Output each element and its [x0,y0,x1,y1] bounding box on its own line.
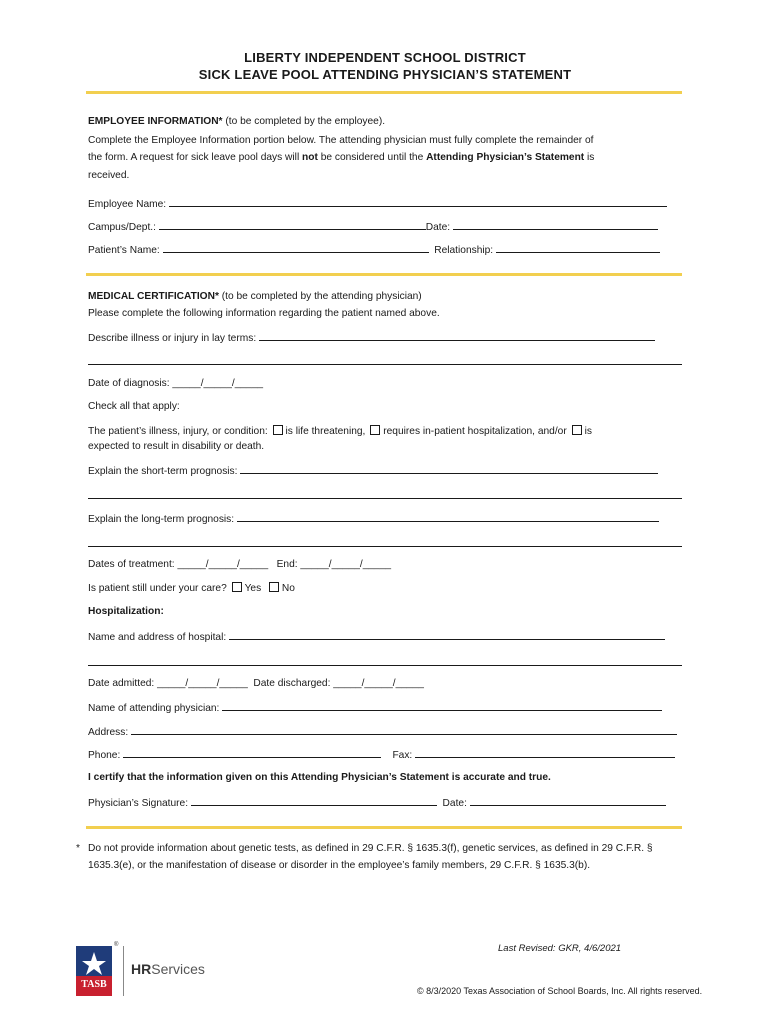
physician-row: Name of attending physician: [88,701,662,714]
section-rule [86,273,682,276]
medical-intro: Please complete the following information regarding the patient named above. [88,308,440,319]
describe-field[interactable] [259,331,655,341]
hr-services-wordmark: HRServices [131,961,205,977]
life-threatening-checkbox[interactable] [273,425,283,435]
condition-row: The patient’s illness, injury, or condition: is life threatening, requires in-patient hospitalization, and/or is [88,426,592,437]
phone-field[interactable] [123,748,381,758]
employee-date-field[interactable] [453,220,658,230]
hospital-field-line2[interactable] [88,665,682,666]
footnote-rule [86,826,682,829]
long-term-field[interactable] [237,512,659,522]
last-revised: Last Revised: GKR, 4/6/2021 [498,943,622,954]
patient-name-field[interactable] [163,243,429,253]
signature-date-field[interactable] [470,796,666,806]
care-row: Is patient still under your care? Yes No [88,583,295,594]
describe-row: Describe illness or injury in lay terms: [88,331,655,344]
patient-row: Patient’s Name: Relationship: [88,243,660,256]
campus-field[interactable] [159,220,426,230]
hospital-field[interactable] [229,630,665,640]
registered-mark: ® [114,942,119,948]
employee-intro-3: received. [88,170,130,181]
signature-row: Physician’s Signature: Date: [88,796,666,809]
copyright: © 8/3/2020 Texas Association of School Boards, Inc. All rights reserved. [417,986,703,996]
relationship-field[interactable] [496,243,660,253]
title-rule [86,91,682,94]
short-term-field-line2[interactable] [88,498,682,499]
tasb-logo-text: TASB [81,979,107,990]
treatment-row: Dates of treatment: _____/_____/_____ End: _____/_____/_____ [88,559,392,570]
check-all-label: Check all that apply: [88,401,180,412]
address-row: Address: [88,725,677,738]
certify-statement: I certify that the information given on this Attending Physician’s Statement is accurate and true. [88,772,551,783]
diagnosis-row: Date of diagnosis: _____/_____/_____ [88,378,264,389]
tasb-logo [76,946,112,996]
condition-line2: expected to result in disability or death. [88,441,265,452]
footnote-line2: 1635.3(e), or the manifestation of disease or disorder in the employee’s family members, 29 C.F.R. § 1635.3(b). [88,860,591,871]
describe-field-line2[interactable] [88,364,682,365]
logo-divider [123,946,124,996]
long-term-row: Explain the long-term prognosis: [88,512,659,525]
address-field[interactable] [131,725,677,735]
short-term-field[interactable] [240,464,658,474]
short-term-row: Explain the short-term prognosis: [88,464,658,477]
admission-row: Date admitted: _____/_____/_____ Date discharged: _____/_____/_____ [88,678,424,689]
footnote-line1: Do not provide information about genetic tests, as defined in 29 C.F.R. § 1635.3(f), genetic services, as defined in 29 C.F.R. § [88,843,653,854]
campus-row: Campus/Dept.: Date: [88,220,658,233]
footnote-star: * [76,843,80,854]
employee-name-row: Employee Name: [88,197,667,210]
employee-intro-2: the form. A request for sick leave pool days will not be considered until the Attending Physician’s Statement is [88,152,595,163]
no-checkbox[interactable] [269,582,279,592]
document-title-line2: SICK LEAVE POOL ATTENDING PHYSICIAN’S STATEMENT [198,67,572,82]
hospitalization-heading: Hospitalization: [88,606,164,617]
employee-name-field[interactable] [169,197,667,207]
fax-field[interactable] [415,748,675,758]
physician-name-field[interactable] [222,701,662,711]
long-term-field-line2[interactable] [88,546,682,547]
document-title-line1: LIBERTY INDEPENDENT SCHOOL DISTRICT [244,50,526,65]
yes-checkbox[interactable] [232,582,242,592]
signature-field[interactable] [191,796,437,806]
hospital-row: Name and address of hospital: [88,630,665,643]
employee-heading: EMPLOYEE INFORMATION* (to be completed by the employee). [88,116,386,127]
medical-heading: MEDICAL CERTIFICATION* (to be completed by the attending physician) [88,291,422,302]
phone-row: Phone: Fax: [88,748,675,761]
hospitalization-checkbox[interactable] [370,425,380,435]
disability-checkbox[interactable] [572,425,582,435]
employee-intro-1: Complete the Employee Information portion below. The attending physician must fully complete the remainder of [88,135,594,146]
